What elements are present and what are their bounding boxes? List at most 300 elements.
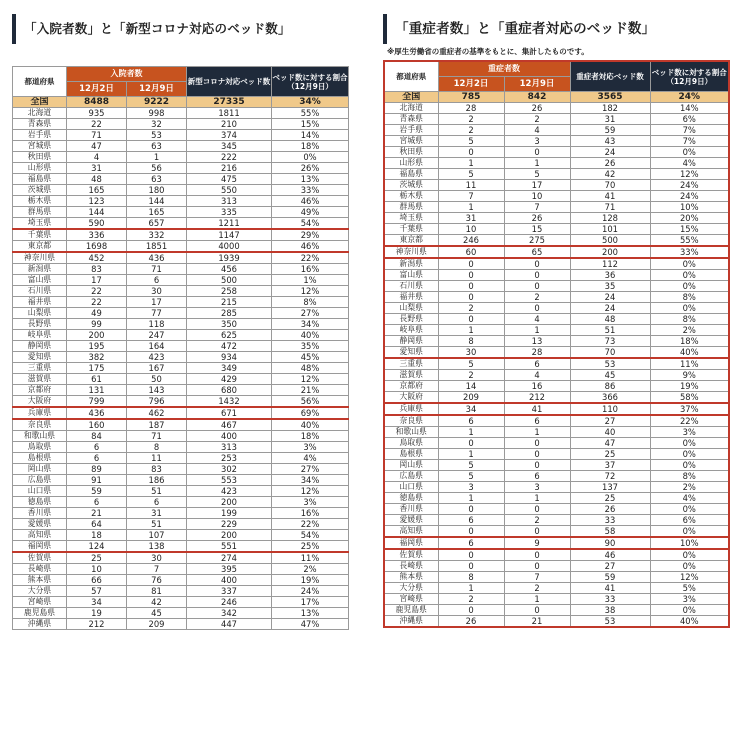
value-cell: 175 (67, 363, 127, 374)
value-cell: 302 (187, 464, 272, 475)
value-cell: 0% (650, 526, 729, 538)
value-cell: 34% (272, 319, 349, 330)
prefecture-cell: 香川県 (384, 504, 438, 515)
value-cell: 1 (504, 427, 570, 438)
value-cell: 342 (187, 608, 272, 619)
value-cell: 71 (570, 202, 650, 213)
value-cell: 1211 (187, 218, 272, 230)
header-ratio: ベッド数に対する割合（12月9日） (272, 67, 349, 97)
value-cell: 16 (504, 381, 570, 392)
value-cell: 112 (570, 258, 650, 270)
value-cell: 5 (438, 136, 504, 147)
value-cell: 657 (127, 218, 187, 230)
value-cell: 18% (272, 431, 349, 442)
value-cell: 83 (127, 464, 187, 475)
prefecture-cell: 鹿児島県 (13, 608, 67, 619)
table-row (384, 158, 729, 169)
value-cell: 65 (504, 246, 570, 258)
prefecture-cell: 岩手県 (384, 125, 438, 136)
table-row (384, 415, 729, 427)
value-cell: 69% (272, 407, 349, 419)
value-cell: 15% (272, 119, 349, 130)
total-cell: 842 (504, 92, 570, 103)
value-cell: 590 (67, 218, 127, 230)
prefecture-cell: 石川県 (384, 281, 438, 292)
value-cell: 32 (127, 119, 187, 130)
value-cell: 25 (570, 449, 650, 460)
table-row (13, 218, 349, 230)
table-row (13, 541, 349, 553)
prefecture-cell: 石川県 (13, 286, 67, 297)
value-cell: 26 (504, 103, 570, 114)
table-row (13, 252, 349, 264)
value-cell: 110 (570, 403, 650, 415)
value-cell: 35 (570, 281, 650, 292)
value-cell: 42 (127, 597, 187, 608)
value-cell: 423 (187, 486, 272, 497)
value-cell: 25 (570, 493, 650, 504)
value-cell: 30 (127, 552, 187, 564)
value-cell: 138 (127, 541, 187, 553)
table-row (13, 308, 349, 319)
value-cell: 40% (650, 616, 729, 628)
value-cell: 6 (127, 497, 187, 508)
prefecture-cell: 和歌山県 (13, 431, 67, 442)
table-row (13, 207, 349, 218)
value-cell: 0 (438, 281, 504, 292)
table-row (384, 537, 729, 549)
value-cell: 12% (272, 286, 349, 297)
value-cell: 16% (272, 264, 349, 275)
value-cell: 212 (67, 619, 127, 630)
hospitalized-table (12, 66, 349, 630)
value-cell: 14% (272, 130, 349, 141)
value-cell: 0% (650, 561, 729, 572)
value-cell: 26 (570, 504, 650, 515)
table-row (13, 163, 349, 174)
prefecture-cell: 宮城県 (384, 136, 438, 147)
value-cell: 13% (272, 174, 349, 185)
value-cell: 246 (187, 597, 272, 608)
table-row (384, 526, 729, 538)
prefecture-cell: 新潟県 (384, 258, 438, 270)
prefecture-cell: 島根県 (384, 449, 438, 460)
value-cell: 0% (650, 549, 729, 561)
value-cell: 26 (504, 213, 570, 224)
value-cell: 2 (438, 125, 504, 136)
table-row (13, 575, 349, 586)
value-cell: 550 (187, 185, 272, 196)
total-cell: 24% (650, 92, 729, 103)
table-row (384, 147, 729, 158)
value-cell: 5 (438, 169, 504, 180)
value-cell: 0 (438, 147, 504, 158)
header-date-1: 12月2日 (67, 82, 127, 97)
value-cell: 101 (570, 224, 650, 235)
prefecture-cell: 大阪府 (13, 396, 67, 408)
table-row (13, 530, 349, 541)
prefecture-cell: 熊本県 (384, 572, 438, 583)
total-label: 全国 (384, 92, 438, 103)
value-cell: 447 (187, 619, 272, 630)
value-cell: 3% (272, 497, 349, 508)
value-cell: 10 (438, 224, 504, 235)
table-row (384, 572, 729, 583)
table-row (13, 419, 349, 431)
value-cell: 3 (504, 482, 570, 493)
value-cell: 1 (504, 493, 570, 504)
value-cell: 71 (67, 130, 127, 141)
prefecture-cell: 宮崎県 (13, 597, 67, 608)
prefecture-cell: 大阪府 (384, 392, 438, 404)
prefecture-cell: 千葉県 (384, 224, 438, 235)
value-cell: 12% (272, 486, 349, 497)
total-cell: 3565 (570, 92, 650, 103)
value-cell: 215 (187, 297, 272, 308)
total-cell: 34% (272, 97, 349, 108)
value-cell: 4 (504, 125, 570, 136)
value-cell: 0 (438, 292, 504, 303)
prefecture-cell: 鳥取県 (13, 442, 67, 453)
value-cell: 247 (127, 330, 187, 341)
prefecture-cell: 広島県 (13, 475, 67, 486)
value-cell: 1 (504, 158, 570, 169)
prefecture-cell: 福島県 (384, 169, 438, 180)
value-cell: 1698 (67, 241, 127, 253)
prefecture-cell: 北海道 (384, 103, 438, 114)
prefecture-cell: 岡山県 (13, 464, 67, 475)
value-cell: 11% (650, 358, 729, 370)
severe-title: 「重症者数」と「重症者対応のベッド数」 (383, 14, 728, 44)
value-cell: 17 (504, 180, 570, 191)
prefecture-cell: 沖縄県 (13, 619, 67, 630)
value-cell: 72 (570, 471, 650, 482)
value-cell: 15% (650, 224, 729, 235)
total-cell: 9222 (127, 97, 187, 108)
value-cell: 0% (650, 438, 729, 449)
value-cell: 6 (438, 537, 504, 549)
value-cell: 5 (438, 460, 504, 471)
value-cell: 500 (570, 235, 650, 247)
value-cell: 199 (187, 508, 272, 519)
value-cell: 4000 (187, 241, 272, 253)
value-cell: 7% (650, 125, 729, 136)
value-cell: 51 (127, 486, 187, 497)
table-row (384, 246, 729, 258)
value-cell: 4% (272, 453, 349, 464)
prefecture-cell: 山梨県 (13, 308, 67, 319)
prefecture-cell: 愛知県 (13, 352, 67, 363)
value-cell: 167 (127, 363, 187, 374)
value-cell: 246 (438, 235, 504, 247)
value-cell: 14% (650, 103, 729, 114)
value-cell: 2 (438, 303, 504, 314)
table-row (13, 374, 349, 385)
prefecture-cell: 滋賀県 (384, 370, 438, 381)
prefecture-cell: 宮崎県 (384, 594, 438, 605)
prefecture-cell: 静岡県 (13, 341, 67, 352)
table-row (384, 594, 729, 605)
prefecture-cell: 奈良県 (13, 419, 67, 431)
value-cell: 59 (570, 572, 650, 583)
value-cell: 680 (187, 385, 272, 396)
value-cell: 671 (187, 407, 272, 419)
value-cell: 160 (67, 419, 127, 431)
value-cell: 27% (272, 464, 349, 475)
value-cell: 0 (504, 270, 570, 281)
value-cell: 6 (127, 275, 187, 286)
value-cell: 0% (650, 504, 729, 515)
table-row (13, 275, 349, 286)
table-row (384, 392, 729, 404)
value-cell: 275 (504, 235, 570, 247)
value-cell: 45 (127, 608, 187, 619)
table-row (384, 281, 729, 292)
prefecture-cell: 高知県 (13, 530, 67, 541)
value-cell: 33 (570, 515, 650, 526)
value-cell: 0 (504, 549, 570, 561)
prefecture-cell: 三重県 (13, 363, 67, 374)
value-cell: 313 (187, 442, 272, 453)
value-cell: 21% (272, 385, 349, 396)
prefecture-cell: 神奈川県 (13, 252, 67, 264)
table-row (13, 475, 349, 486)
value-cell: 40% (272, 330, 349, 341)
value-cell: 144 (67, 207, 127, 218)
value-cell: 107 (127, 530, 187, 541)
value-cell: 2 (438, 594, 504, 605)
value-cell: 200 (187, 497, 272, 508)
header-beds: 新型コロナ対応ベッド数 (187, 67, 272, 97)
value-cell: 1 (438, 493, 504, 504)
value-cell: 436 (67, 407, 127, 419)
prefecture-cell: 東京都 (13, 241, 67, 253)
value-cell: 5 (438, 471, 504, 482)
value-cell: 36 (570, 270, 650, 281)
value-cell: 11% (272, 552, 349, 564)
value-cell: 55% (272, 108, 349, 119)
value-cell: 200 (187, 530, 272, 541)
value-cell: 7% (650, 136, 729, 147)
value-cell: 429 (187, 374, 272, 385)
value-cell: 53 (127, 130, 187, 141)
value-cell: 53 (570, 358, 650, 370)
value-cell: 187 (127, 419, 187, 431)
total-row (13, 97, 349, 108)
value-cell: 4% (650, 493, 729, 504)
value-cell: 1147 (187, 229, 272, 241)
value-cell: 1 (438, 325, 504, 336)
severe-table-body (384, 92, 729, 628)
prefecture-cell: 群馬県 (13, 207, 67, 218)
value-cell: 51 (127, 519, 187, 530)
prefecture-cell: 岐阜県 (13, 330, 67, 341)
value-cell: 3 (438, 482, 504, 493)
value-cell: 350 (187, 319, 272, 330)
value-cell: 33% (650, 246, 729, 258)
value-cell: 0 (504, 438, 570, 449)
value-cell: 18% (650, 336, 729, 347)
value-cell: 2 (504, 583, 570, 594)
value-cell: 200 (67, 330, 127, 341)
value-cell: 0 (504, 504, 570, 515)
value-cell: 0 (438, 526, 504, 538)
prefecture-cell: 広島県 (384, 471, 438, 482)
value-cell: 31 (127, 508, 187, 519)
value-cell: 35% (272, 341, 349, 352)
header-beds: 重症者対応ベッド数 (570, 61, 650, 92)
table-row (384, 191, 729, 202)
value-cell: 60 (438, 246, 504, 258)
table-row (13, 396, 349, 408)
value-cell: 2% (650, 482, 729, 493)
value-cell: 84 (67, 431, 127, 442)
table-row (13, 442, 349, 453)
value-cell: 26% (272, 163, 349, 174)
table-row (13, 486, 349, 497)
value-cell: 46% (272, 241, 349, 253)
value-cell: 49 (67, 308, 127, 319)
value-cell: 6 (67, 442, 127, 453)
value-cell: 0 (504, 303, 570, 314)
prefecture-cell: 山形県 (13, 163, 67, 174)
value-cell: 1 (438, 202, 504, 213)
table-row (13, 297, 349, 308)
value-cell: 467 (187, 419, 272, 431)
table-row (384, 449, 729, 460)
value-cell: 21 (504, 616, 570, 628)
value-cell: 6% (650, 114, 729, 125)
table-row (384, 358, 729, 370)
prefecture-cell: 大分県 (13, 586, 67, 597)
value-cell: 71 (127, 264, 187, 275)
value-cell: 285 (187, 308, 272, 319)
header-date-2: 12月9日 (127, 82, 187, 97)
value-cell: 22 (67, 297, 127, 308)
value-cell: 0 (504, 605, 570, 616)
value-cell: 57 (67, 586, 127, 597)
hospitalized-title: 「入院者数」と「新型コロナ対応のベッド数」 (12, 14, 348, 44)
value-cell: 313 (187, 196, 272, 207)
value-cell: 70 (570, 347, 650, 359)
value-cell: 11 (438, 180, 504, 191)
value-cell: 1939 (187, 252, 272, 264)
prefecture-cell: 奈良県 (384, 415, 438, 427)
value-cell: 9 (504, 537, 570, 549)
total-label: 全国 (13, 97, 67, 108)
value-cell: 475 (187, 174, 272, 185)
value-cell: 400 (187, 431, 272, 442)
value-cell: 17 (127, 297, 187, 308)
value-cell: 71 (127, 431, 187, 442)
table-row (13, 185, 349, 196)
value-cell: 22% (650, 415, 729, 427)
prefecture-cell: 京都府 (384, 381, 438, 392)
value-cell: 90 (570, 537, 650, 549)
value-cell: 24% (650, 180, 729, 191)
value-cell: 423 (127, 352, 187, 363)
value-cell: 10% (650, 537, 729, 549)
prefecture-cell: 岩手県 (13, 130, 67, 141)
value-cell: 10% (650, 202, 729, 213)
table-row (13, 497, 349, 508)
value-cell: 456 (187, 264, 272, 275)
value-cell: 18 (67, 530, 127, 541)
value-cell: 2 (504, 515, 570, 526)
prefecture-cell: 東京都 (384, 235, 438, 247)
table-row (384, 403, 729, 415)
prefecture-cell: 山口県 (13, 486, 67, 497)
value-cell: 436 (127, 252, 187, 264)
severe-note: ※厚生労働省の重症者の基準をもとに、集計したものです。 (387, 47, 589, 56)
value-cell: 46% (272, 196, 349, 207)
value-cell: 200 (570, 246, 650, 258)
value-cell: 0 (438, 561, 504, 572)
table-row (384, 561, 729, 572)
prefecture-cell: 長野県 (13, 319, 67, 330)
value-cell: 144 (127, 196, 187, 207)
value-cell: 20% (650, 213, 729, 224)
value-cell: 47% (272, 619, 349, 630)
value-cell: 28 (504, 347, 570, 359)
prefecture-cell: 北海道 (13, 108, 67, 119)
value-cell: 2% (272, 564, 349, 575)
prefecture-cell: 青森県 (384, 114, 438, 125)
value-cell: 8 (127, 442, 187, 453)
value-cell: 796 (127, 396, 187, 408)
table-row (13, 286, 349, 297)
header-date-2: 12月9日 (504, 77, 570, 92)
value-cell: 212 (504, 392, 570, 404)
table-row (13, 352, 349, 363)
prefecture-cell: 徳島県 (13, 497, 67, 508)
value-cell: 6 (504, 471, 570, 482)
table-row (13, 564, 349, 575)
value-cell: 33% (272, 185, 349, 196)
value-cell: 625 (187, 330, 272, 341)
table-row (384, 583, 729, 594)
hospitalized-table-body (13, 97, 349, 630)
value-cell: 8 (438, 336, 504, 347)
value-cell: 4 (67, 152, 127, 163)
prefecture-cell: 福岡県 (13, 541, 67, 553)
prefecture-cell: 福井県 (13, 297, 67, 308)
prefecture-cell: 島根県 (13, 453, 67, 464)
value-cell: 452 (67, 252, 127, 264)
value-cell: 22 (67, 286, 127, 297)
table-row (384, 605, 729, 616)
value-cell: 400 (187, 575, 272, 586)
table-row (384, 314, 729, 325)
prefecture-cell: 長崎県 (384, 561, 438, 572)
value-cell: 345 (187, 141, 272, 152)
prefecture-cell: 埼玉県 (13, 218, 67, 230)
value-cell: 3% (272, 442, 349, 453)
value-cell: 50 (127, 374, 187, 385)
value-cell: 0% (650, 270, 729, 281)
value-cell: 12% (650, 572, 729, 583)
value-cell: 83 (67, 264, 127, 275)
value-cell: 5 (504, 169, 570, 180)
table-row (13, 608, 349, 619)
table-row (384, 381, 729, 392)
value-cell: 2 (504, 114, 570, 125)
value-cell: 8% (272, 297, 349, 308)
value-cell: 374 (187, 130, 272, 141)
prefecture-cell: 富山県 (384, 270, 438, 281)
value-cell: 2 (438, 114, 504, 125)
value-cell: 131 (67, 385, 127, 396)
